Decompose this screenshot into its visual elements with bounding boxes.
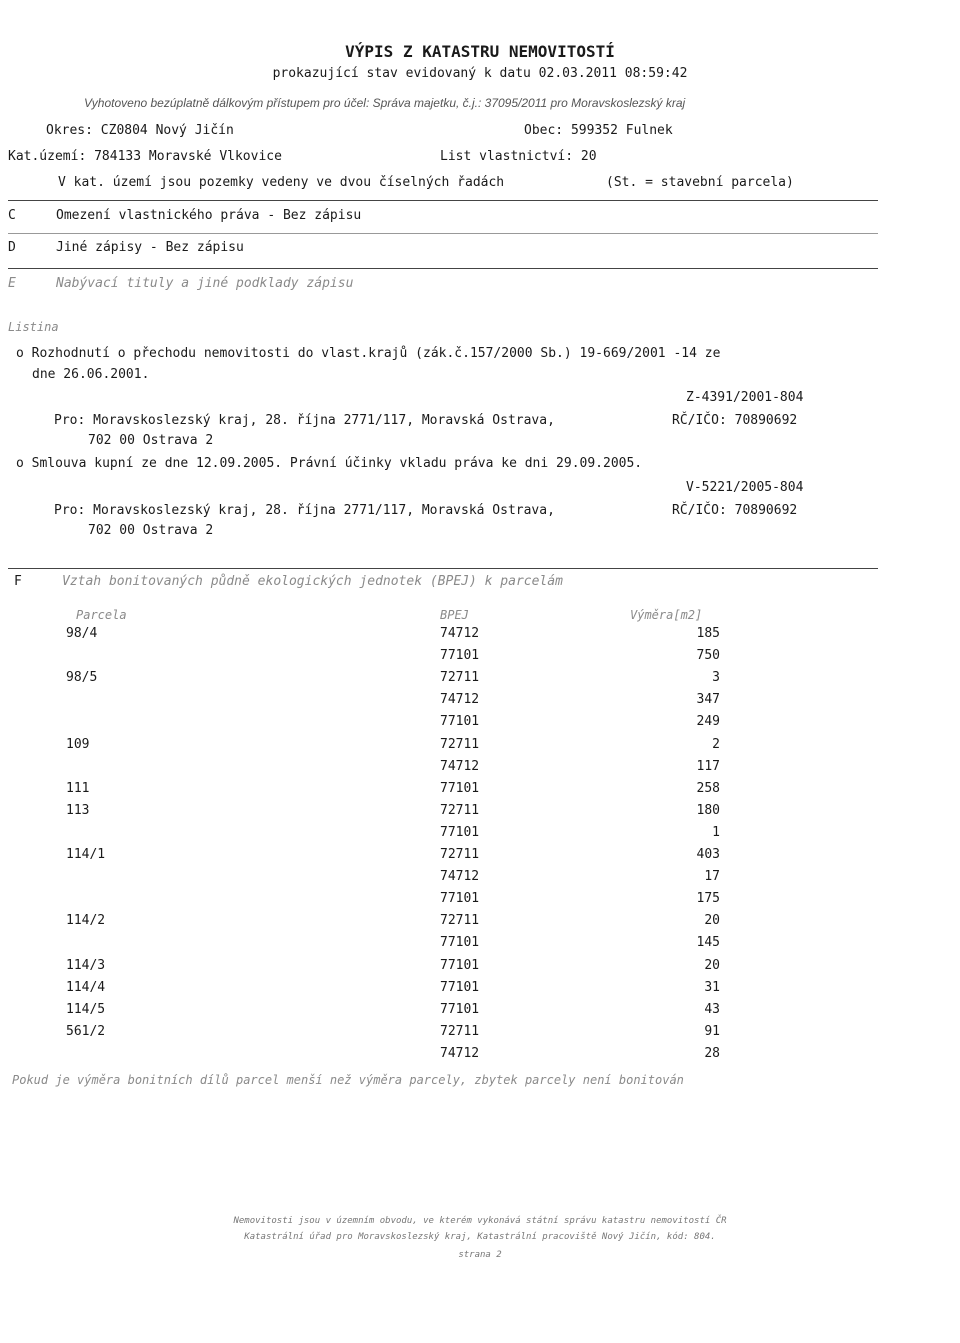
bpej-cell: 72711 bbox=[440, 913, 480, 929]
vymera-cell: 1 bbox=[712, 824, 720, 840]
vymera-cell: 750 bbox=[696, 648, 720, 664]
bpej-cell: 77101 bbox=[440, 648, 480, 664]
table-row bbox=[0, 648, 960, 670]
table-row bbox=[0, 714, 960, 736]
bpej-cell: 77101 bbox=[440, 824, 480, 840]
table-row bbox=[0, 737, 960, 759]
divider bbox=[8, 233, 878, 234]
listina-2-reference: V-5221/2005-804 bbox=[686, 480, 804, 495]
section-e-letter: E bbox=[8, 276, 16, 291]
listina-1-address: 702 00 Ostrava 2 bbox=[88, 433, 214, 448]
okres-field: Okres: CZ0804 Nový Jičín bbox=[46, 123, 234, 138]
divider bbox=[8, 568, 878, 569]
listina-1-ico: RČ/IČO: 70890692 bbox=[672, 413, 798, 428]
listina-2-address: 702 00 Ostrava 2 bbox=[88, 523, 214, 538]
parcela-cell: 114/1 bbox=[66, 847, 106, 862]
section-f-letter: F bbox=[14, 574, 22, 589]
bpej-cell: 74712 bbox=[440, 1045, 480, 1061]
vymera-cell: 175 bbox=[696, 891, 720, 907]
vymera-cell: 28 bbox=[704, 1045, 720, 1061]
vymera-cell: 180 bbox=[696, 802, 720, 818]
bpej-footnote: Pokud je výměra bonitních dílů parcel menší než výměra parcely, zbytek parcely není bonitován bbox=[12, 1073, 684, 1087]
column-header-bpej: BPEJ bbox=[440, 608, 469, 622]
vymera-cell: 258 bbox=[696, 780, 720, 796]
column-header-parcela: Parcela bbox=[76, 608, 127, 622]
vymera-cell: 20 bbox=[704, 957, 720, 973]
parcela-cell: 111 bbox=[66, 780, 90, 796]
bpej-cell: 72711 bbox=[440, 670, 480, 686]
table-row bbox=[0, 891, 960, 913]
parcela-cell: 98/4 bbox=[66, 626, 98, 641]
table-row bbox=[0, 913, 960, 935]
vymera-cell: 3 bbox=[712, 670, 720, 686]
vymera-cell: 17 bbox=[704, 869, 720, 885]
section-f-text: Vztah bonitovaných půdně ekologických jednotek (BPEJ) k parcelám bbox=[62, 574, 563, 589]
table-row bbox=[0, 825, 960, 847]
page-number: strana 2 bbox=[458, 1250, 502, 1260]
footer-line-1: Nemovitosti jsou v územním obvodu, ve kterém vykonává státní správu katastru nemovitostí ČR bbox=[233, 1216, 727, 1226]
parcela-cell: 114/5 bbox=[66, 1001, 106, 1017]
divider bbox=[8, 200, 878, 201]
vymera-cell: 117 bbox=[696, 758, 720, 774]
parcela-cell: 561/2 bbox=[66, 1023, 106, 1039]
table-row bbox=[0, 692, 960, 714]
vymera-cell: 2 bbox=[712, 736, 720, 752]
bpej-cell: 77101 bbox=[440, 891, 480, 907]
table-row bbox=[0, 626, 960, 648]
table-row bbox=[0, 958, 960, 980]
listina-1-line2: dne 26.06.2001. bbox=[32, 367, 150, 382]
section-e-text: Nabývací tituly a jiné podklady zápisu bbox=[56, 276, 354, 291]
bpej-cell: 77101 bbox=[440, 780, 480, 796]
vymera-cell: 185 bbox=[696, 626, 720, 641]
bpej-cell: 77101 bbox=[440, 714, 480, 730]
vymera-cell: 31 bbox=[704, 979, 720, 995]
bpej-cell: 72711 bbox=[440, 736, 480, 752]
table-row bbox=[0, 1046, 960, 1068]
listina-label: Listina bbox=[8, 320, 59, 334]
listina-1-line1: o Rozhodnutí o přechodu nemovitosti do vlast.krajů (zák.č.157/2000 Sb.) 19-669/2001 -14 ze bbox=[16, 346, 721, 361]
listina-1-reference: Z-4391/2001-804 bbox=[686, 390, 804, 405]
list-vlastnictvi-field: List vlastnictví: 20 bbox=[440, 149, 597, 164]
bpej-cell: 74712 bbox=[440, 626, 480, 641]
column-header-vymera: Výměra[m2] bbox=[630, 608, 703, 622]
footer-line-2: Katastrální úřad pro Moravskoslezský kraj, Katastrální pracoviště Nový Jičín, kód: 804. bbox=[244, 1232, 716, 1242]
section-c-letter: C bbox=[8, 208, 16, 223]
section-c-text: Omezení vlastnického práva - Bez zápisu bbox=[56, 208, 362, 223]
bpej-cell: 77101 bbox=[440, 957, 480, 973]
parcela-cell: 98/5 bbox=[66, 670, 98, 686]
listina-1-recipient: Pro: Moravskoslezský kraj, 28. října 2771/117, Moravská Ostrava, bbox=[54, 413, 555, 428]
bpej-cell: 77101 bbox=[440, 935, 480, 951]
bpej-cell: 72711 bbox=[440, 802, 480, 818]
vymera-cell: 347 bbox=[696, 692, 720, 708]
section-d-text: Jiné zápisy - Bez zápisu bbox=[56, 240, 244, 255]
bpej-cell: 77101 bbox=[440, 979, 480, 995]
vymera-cell: 91 bbox=[704, 1023, 720, 1039]
vymera-cell: 403 bbox=[696, 847, 720, 862]
table-row bbox=[0, 670, 960, 692]
document-title: VÝPIS Z KATASTRU NEMOVITOSTÍ bbox=[345, 42, 615, 61]
table-row bbox=[0, 980, 960, 1002]
document-subtitle: prokazující stav evidovaný k datu 02.03.2011 08:59:42 bbox=[272, 66, 688, 81]
table-row bbox=[0, 803, 960, 825]
parcela-cell: 114/2 bbox=[66, 913, 106, 929]
divider bbox=[8, 268, 878, 269]
parcela-cell: 109 bbox=[66, 736, 90, 752]
bpej-cell: 74712 bbox=[440, 758, 480, 774]
parcela-cell: 114/3 bbox=[66, 957, 106, 973]
kat-uzemi-field: Kat.území: 784133 Moravské Vlkovice bbox=[8, 149, 282, 164]
listina-2-line1: o Smlouva kupní ze dne 12.09.2005. Právní účinky vkladu práva ke dni 29.09.2005. bbox=[16, 456, 643, 471]
obec-field: Obec: 599352 Fulnek bbox=[524, 123, 673, 138]
numbering-note: V kat. území jsou pozemky vedeny ve dvou číselných řadách bbox=[58, 175, 505, 190]
table-row bbox=[0, 869, 960, 891]
table-row bbox=[0, 781, 960, 803]
table-row bbox=[0, 847, 960, 869]
section-d-letter: D bbox=[8, 240, 16, 255]
parcela-cell: 114/4 bbox=[66, 979, 106, 995]
table-row bbox=[0, 1024, 960, 1046]
table-row bbox=[0, 1002, 960, 1024]
table-row bbox=[0, 759, 960, 781]
vymera-cell: 145 bbox=[696, 935, 720, 951]
bpej-cell: 74712 bbox=[440, 869, 480, 885]
table-row bbox=[0, 935, 960, 957]
parcela-cell: 113 bbox=[66, 802, 90, 818]
vymera-cell: 20 bbox=[704, 913, 720, 929]
bpej-cell: 77101 bbox=[440, 1001, 480, 1017]
purpose-line: Vyhotoveno bezúplatně dálkovým přístupem pro účel: Správa majetku, č.j.: 37095/2011 pro Moravskoslezský kraj bbox=[84, 96, 686, 110]
listina-2-ico: RČ/IČO: 70890692 bbox=[672, 503, 798, 518]
listina-2-recipient: Pro: Moravskoslezský kraj, 28. října 2771/117, Moravská Ostrava, bbox=[54, 503, 555, 518]
vymera-cell: 249 bbox=[696, 714, 720, 730]
bpej-cell: 72711 bbox=[440, 1023, 480, 1039]
bpej-cell: 74712 bbox=[440, 692, 480, 708]
bpej-cell: 72711 bbox=[440, 847, 480, 862]
numbering-note-legend: (St. = stavební parcela) bbox=[606, 175, 794, 190]
vymera-cell: 43 bbox=[704, 1001, 720, 1017]
